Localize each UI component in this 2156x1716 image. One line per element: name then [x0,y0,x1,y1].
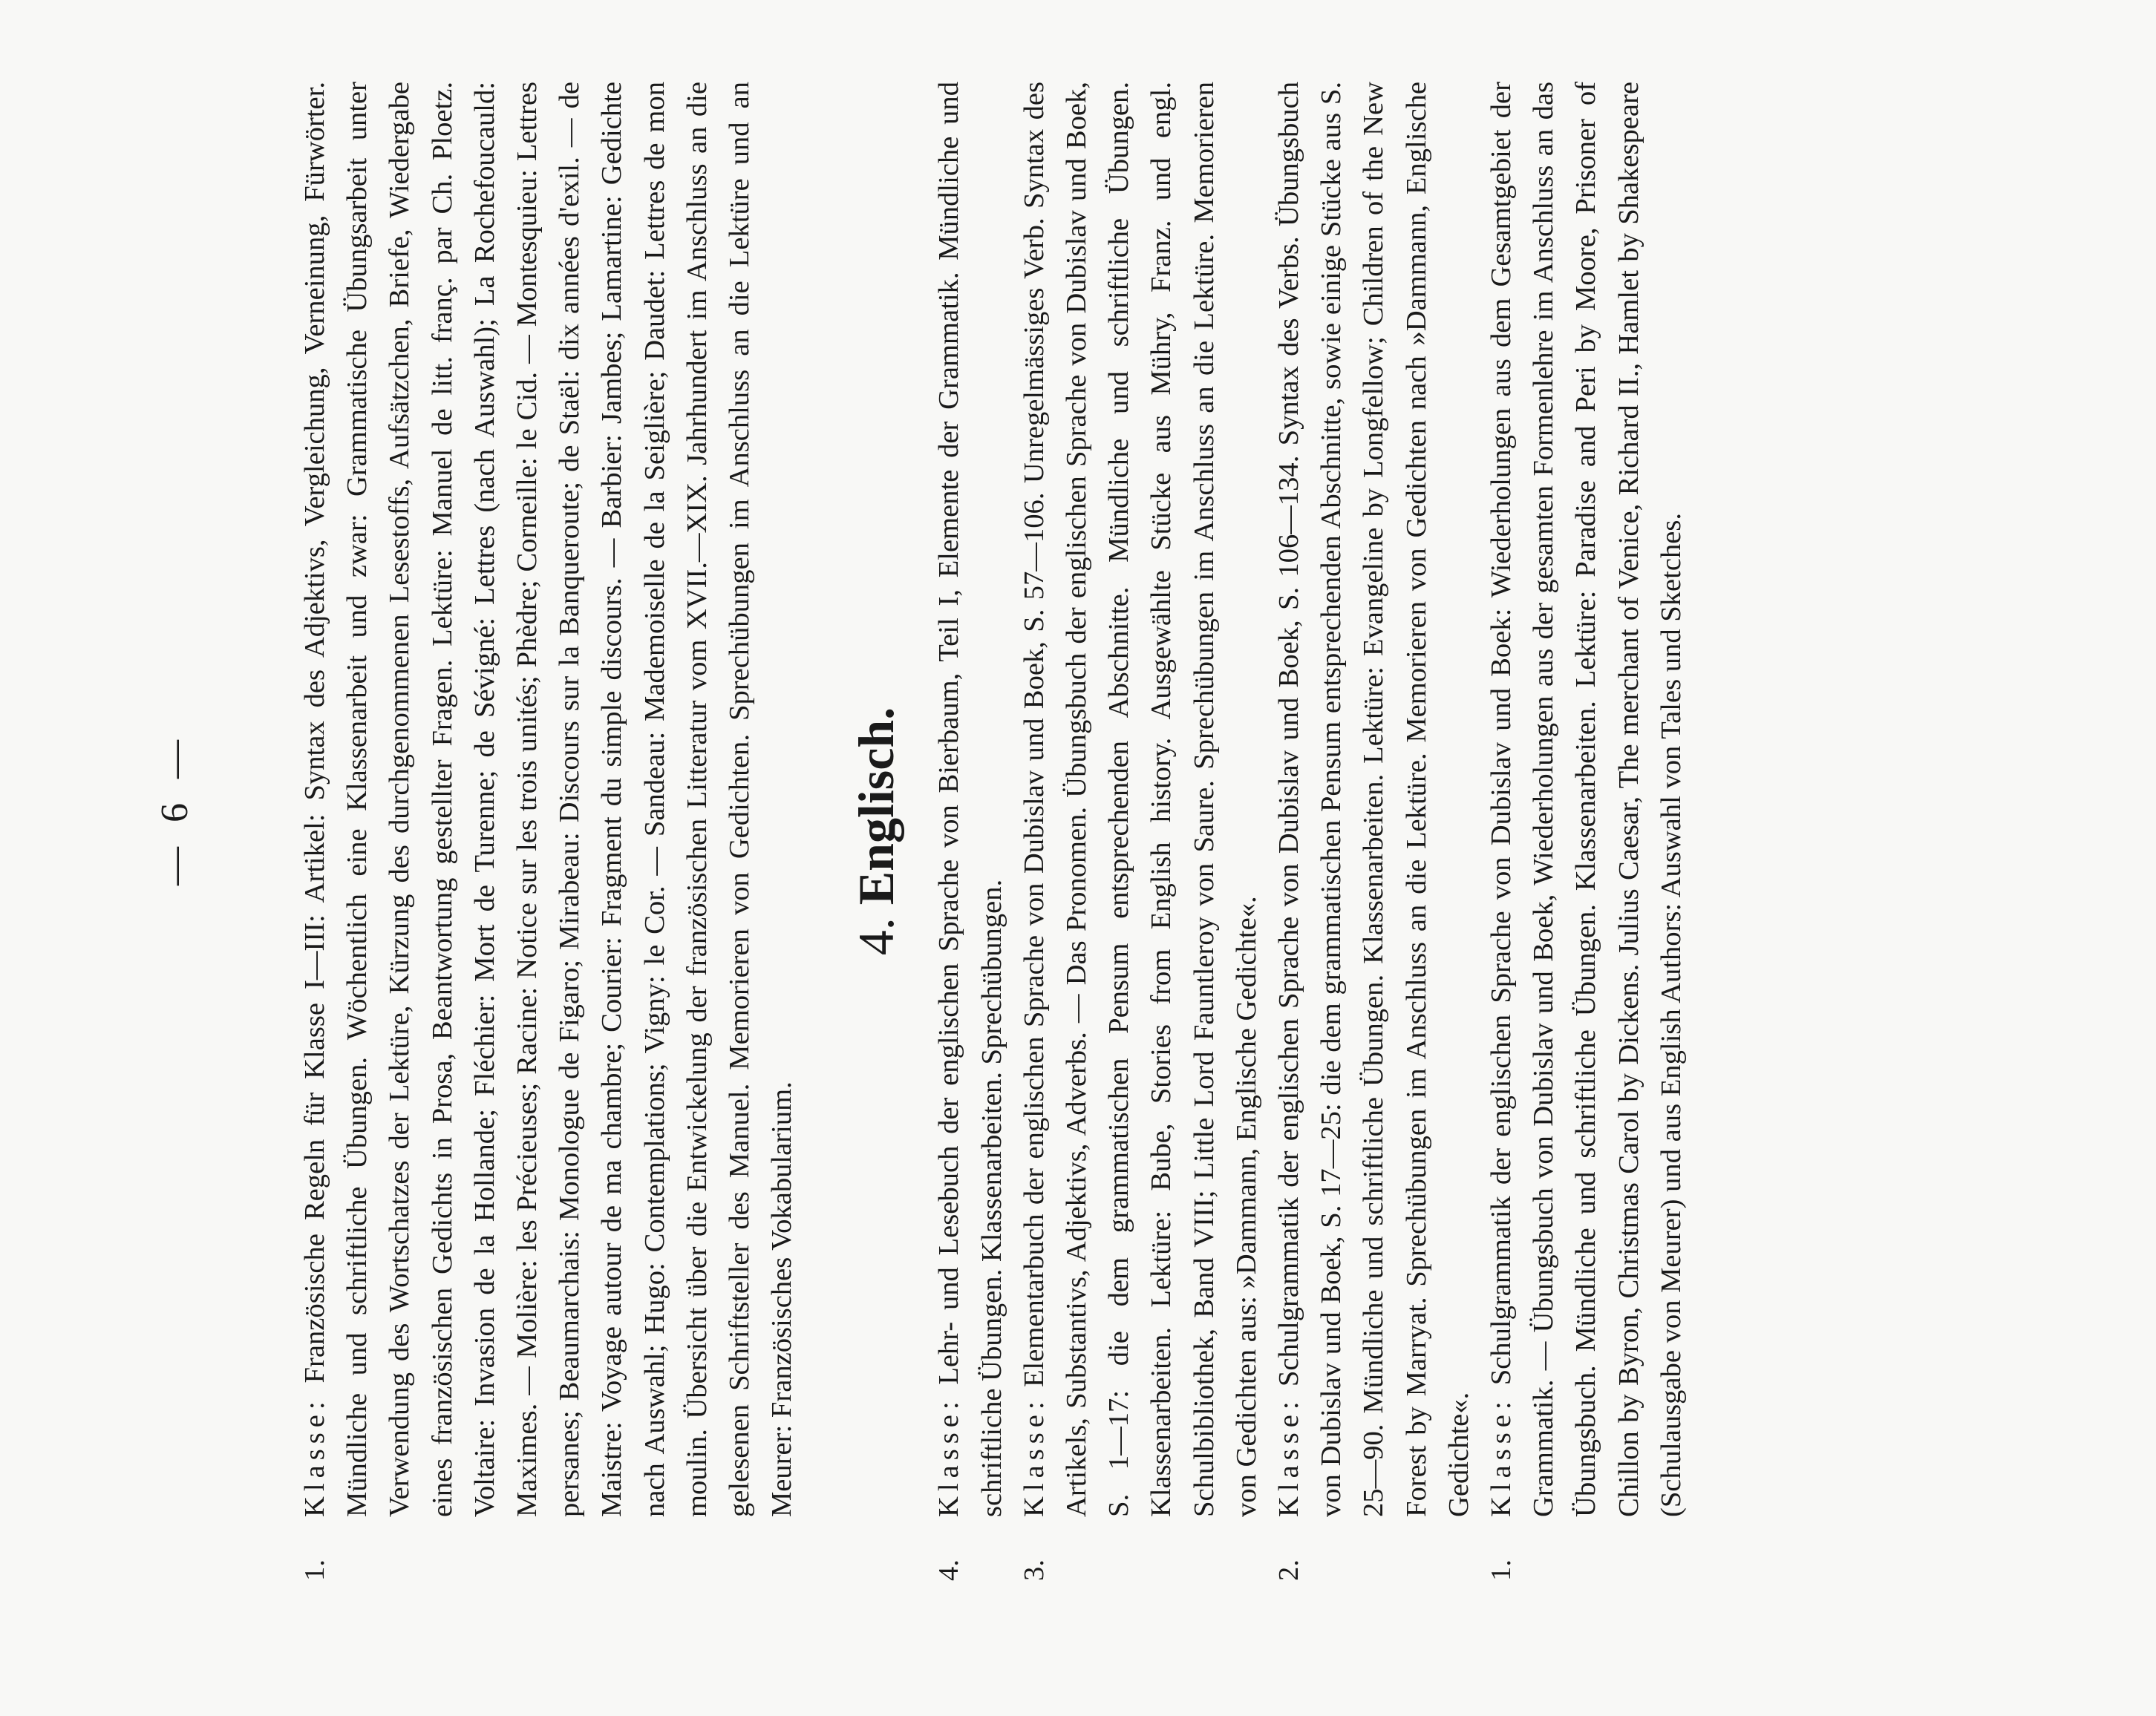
entry-number: 4. [933,1559,965,1581]
entry-klasse-label: Klasse: [933,1396,965,1517]
entry-number: 1. [1486,1559,1518,1581]
entry-number: 3. [1018,1559,1050,1581]
entry-text: Schulgrammatik der englischen Sprache von Dubislav und Boek: Wiederholungen aus dem Gesamtgebiet der Grammatik. — Übungsbuch von Dubislav und Boek, Wiederholungen aus der gesamten Formenlehre im Anschluss an das Übungsbuch. Mündliche und schriftliche Übungen. Klassenarbeiten. Lektüre: Paradise and Peri by Moore, Prisoner of Chillon by Byron, Christmas Carol by Dickens. Julius Caesar, The merchant of Venice, Richard II., Hamlet by Shakespeare (Schulausgabe von Meurer) und aus English Authors: Auswahl von Tales und Sketches. [1486,82,1687,1517]
english-entry-class-1 [1480,82,1693,1581]
english-entry-class-4 [928,82,1013,1581]
page-number: — 6 — [154,733,196,885]
document-body [294,82,1693,1581]
heading-title: Englisch. [848,707,905,906]
entry-text: Lehr- und Lesebuch der englischen Sprache von Bierbaum, Teil I, Elemente der Grammatik. Mündliche und schriftliche Übungen. Klassenarbeiten. Sprechübungen. [933,82,1007,1517]
section-heading-english [846,82,906,1581]
entry-text: Schulgrammatik der englischen Sprache von Dubislav und Boek, S. 106—134. Syntax des Verbs. Übungsbuch von Dubislav und Boek, S. 17—25: die dem grammatischen Pensum entsprechenden Abschnitte, sowie einige Stücke aus S. 25—90. Mündliche und schriftliche Übungen. Klassenarbeiten. Lektüre: Evangeline by Longfellow; Children of the New Forest by Marryat. Sprechübungen im Anschluss an die Lektüre. Memorieren von Gedichten nach »Dammann, Englische Gedichte«. [1273,82,1474,1517]
rotated-text-sheet [153,37,2002,1581]
heading-number: 4. [848,917,905,956]
entry-number: 2. [1273,1559,1305,1581]
english-entry-class-3 [1013,82,1268,1581]
entry-number: 1. [299,1559,330,1581]
entry-klasse-label: Klasse: [299,1396,330,1517]
french-entry-class-1 [294,82,803,1581]
entry-klasse-label: Klasse: [1018,1396,1050,1517]
entry-text: Elementarbuch der englischen Sprache von Dubislav und Boek, S. 57—106. Unregelmässiges Verb. Syntax des Artikels, Substantivs, Adjektivs, Adverbs. — Das Pronomen. Übungsbuch der englischen Sprache von Dubislav und Boek, S. 1—17: die dem grammatischen Pensum entsprechenden Abschnitte. Mündliche und schriftliche Übungen. Klassenarbeiten. Lektüre: Bube, Stories from English history. Ausgewählte Stücke aus Mühry, Franz. und engl. Schulbibliothek, Band VIII; Little Lord Fauntleroy von Saure. Sprechübungen im Anschluss an die Lektüre. Memorieren von Gedichten aus: »Dammann, Englische Gedichte«. [1018,82,1262,1517]
entry-klasse-label: Klasse: [1486,1396,1518,1517]
entry-text: Französische Regeln für Klasse I—III: Artikel: Syntax des Adjektivs, Vergleichung, Verneinung, Fürwörter. Mündliche und schriftliche Übungen. Wöchentlich eine Klassenarbeit und zwar: Grammatische Übungsarbeit unter Verwendung des Wortschatzes der Lektüre, Kürzung des durchgenommenen Lesestoffs, Aufsätzchen, Briefe, Wiedergabe eines französischen Gedichts in Prosa, Beantwortung gestellter Fragen. Lektüre: Manuel de litt. franç. par Ch. Ploetz. Voltaire: Invasion de la Hollande; Fléchier: Mort de Turenne; de Sévigné: Lettres (nach Auswahl); La Rochefoucauld: Maximes. — Molière: les Précieuses; Racine: Notice sur les trois unités; Phèdre; Corneille: le Cid. — Montesquieu: Lettres persanes; Beaumarchais: Monologue de Figaro; Mirabeau: Discours sur la Banqueroute; de Staël: dix années d'exil. — de Maistre: Voyage autour de ma chambre; Courier: Fragment du simple discours. — Barbier: Jambes; Lamartine: Gedichte nach Auswahl; Hugo: Contemplations; Vigny: le Cor. — Sandeau: Mademoiselle de la Seiglière; Daudet: Lettres de mon moulin. Übersicht über die Entwickelung der französischen Litteratur vom XVII.—XIX. Jahrhundert im Anschluss an die gelesenen Schriftsteller des Manuel. Memorieren von Gedichten. Sprechübungen im Anschluss an die Lektüre und an Meurer: Französisches Vokabularium. [299,82,798,1517]
entry-klasse-label: Klasse: [1273,1396,1305,1517]
english-entry-class-2 [1268,82,1480,1581]
